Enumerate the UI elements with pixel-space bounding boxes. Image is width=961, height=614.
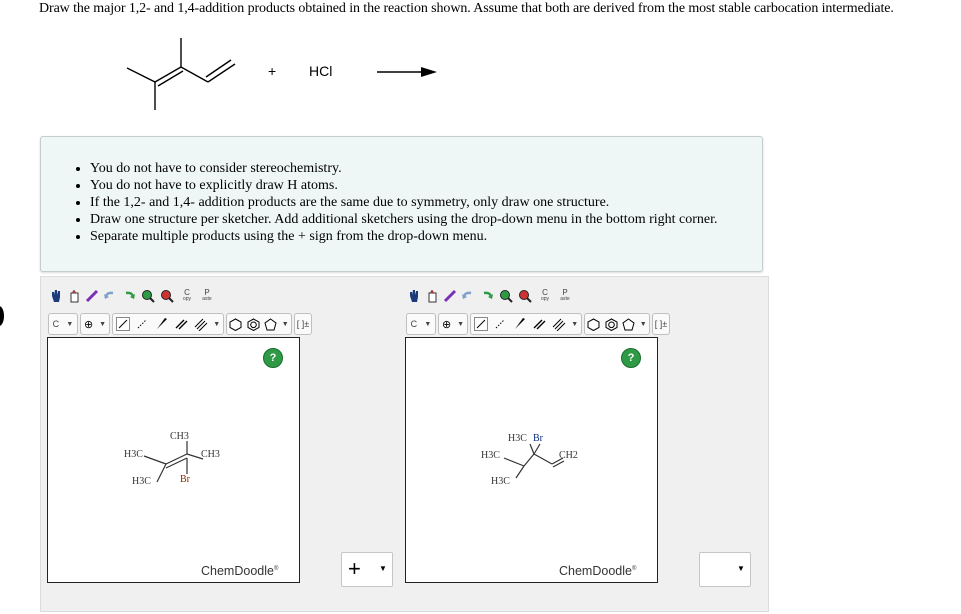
copy-button[interactable]	[536, 285, 554, 307]
atom-label: H3C	[481, 450, 500, 461]
bond-tools[interactable]	[470, 313, 582, 335]
paste-label-bottom: aste	[560, 296, 570, 302]
atom-label: H3C	[508, 433, 527, 444]
chevron-down-icon: ▼	[639, 320, 647, 328]
copy-label-top: C	[542, 288, 548, 297]
add-sketcher-select[interactable]	[699, 552, 751, 587]
copy-button[interactable]	[178, 285, 196, 307]
diene-structure	[127, 38, 235, 110]
chevron-down-icon: ▼	[379, 564, 387, 573]
zoom-in-icon[interactable]	[498, 285, 514, 307]
reagent-hcl: HCl	[309, 63, 333, 79]
eraser-icon[interactable]	[66, 285, 82, 307]
wedge-bond-icon	[155, 317, 169, 331]
atom-label: H3C	[491, 476, 510, 487]
dashed-bond-icon	[135, 317, 149, 331]
select-value: +	[348, 556, 361, 581]
registered-mark: ®	[273, 565, 279, 572]
chevron-down-icon: ▼	[99, 320, 107, 328]
copy-label-bottom: opy	[540, 296, 550, 302]
paste-button[interactable]	[198, 285, 216, 307]
instruction-item: • If the 1,2- and 1,4- addition products are the same due to symmetry, only draw one structure.	[90, 194, 762, 211]
element-label: C	[410, 319, 418, 329]
reaction-plus: +	[268, 63, 277, 79]
benzene-ring-icon	[247, 318, 260, 331]
element-select[interactable]	[406, 313, 436, 335]
sketcher-1-canvas[interactable]	[47, 337, 300, 583]
paste-button[interactable]	[556, 285, 574, 307]
chemdoodle-brand	[559, 564, 636, 578]
lasso-pencil-icon[interactable]	[442, 285, 458, 307]
sketcher-1-toolbar-bottom	[48, 312, 314, 336]
triple-bond-icon	[552, 317, 566, 331]
wedge-bond-icon	[513, 317, 527, 331]
chevron-down-icon: ▼	[424, 320, 432, 328]
pentagon-ring-icon	[264, 318, 277, 331]
hexagon-ring-icon	[229, 318, 242, 331]
instructions-panel	[40, 136, 763, 272]
atom-label-br: Br	[533, 433, 543, 444]
brand-text: ChemDoodle	[201, 564, 274, 578]
instruction-item: • Draw one structure per sketcher. Add additional sketchers using the drop-down menu in the bottom right corner.	[90, 211, 762, 228]
atom-label: H3C	[132, 476, 151, 487]
atom-label: CH3	[170, 431, 189, 442]
copy-label-top: C	[184, 288, 190, 297]
reaction-scheme	[0, 0, 961, 110]
pan-hand-icon[interactable]	[48, 285, 64, 307]
ring-tools[interactable]	[584, 313, 650, 335]
double-bond-icon	[174, 317, 188, 331]
charge-icon: ⊕	[441, 318, 452, 331]
zoom-in-icon[interactable]	[140, 285, 156, 307]
redo-icon[interactable]	[478, 285, 496, 307]
double-bond-icon	[532, 317, 546, 331]
chevron-down-icon: ▼	[213, 320, 221, 328]
copy-label-bottom: opy	[182, 296, 192, 302]
chevron-down-icon: ▼	[737, 564, 745, 573]
brackets-button[interactable]: [ ]±	[294, 313, 312, 335]
single-bond-icon	[116, 317, 130, 331]
chemdoodle-brand	[201, 564, 278, 578]
atom-label: CH2	[559, 450, 578, 461]
brackets-button[interactable]: [ ]±	[652, 313, 670, 335]
instruction-item: • You do not have to explicitly draw H atoms.	[90, 177, 762, 194]
chevron-down-icon: ▼	[281, 320, 289, 328]
triple-bond-icon	[194, 317, 208, 331]
atom-label: H3C	[124, 449, 143, 460]
atom-label: CH3	[201, 449, 220, 460]
dashed-bond-icon	[493, 317, 507, 331]
element-select[interactable]	[48, 313, 78, 335]
question-text: Draw the major 1,2- and 1,4-addition products obtained in the reaction shown. Assume that both are derived from the most stable carbocation intermediate.	[39, 1, 894, 16]
molecule-1	[48, 338, 299, 582]
registered-mark: ®	[631, 565, 637, 572]
sketcher-2-toolbar-bottom	[406, 312, 672, 336]
element-label: C	[52, 319, 60, 329]
sketcher-area	[40, 276, 769, 612]
chevron-down-icon: ▼	[571, 320, 579, 328]
pentagon-ring-icon	[622, 318, 635, 331]
charge-select[interactable]	[80, 313, 110, 335]
brand-text: ChemDoodle	[559, 564, 632, 578]
undo-icon[interactable]	[102, 285, 118, 307]
eraser-icon[interactable]	[424, 285, 440, 307]
sketcher-2-toolbar-top	[406, 284, 576, 308]
pan-hand-icon[interactable]	[406, 285, 422, 307]
atom-label-br: Br	[180, 474, 190, 485]
reaction-arrow	[377, 67, 437, 77]
charge-icon: ⊕	[83, 318, 94, 331]
chevron-down-icon: ▼	[457, 320, 465, 328]
zoom-out-icon[interactable]	[158, 285, 176, 307]
help-button[interactable]: ?	[263, 348, 283, 368]
zoom-out-icon[interactable]	[516, 285, 534, 307]
paste-label-top: P	[562, 288, 568, 297]
ring-tools[interactable]	[226, 313, 292, 335]
paste-label-top: P	[204, 288, 210, 297]
paste-label-bottom: aste	[202, 296, 212, 302]
chevron-down-icon: ▼	[66, 320, 74, 328]
hexagon-ring-icon	[587, 318, 600, 331]
lasso-pencil-icon[interactable]	[84, 285, 100, 307]
molecule-2	[406, 338, 657, 582]
page-edge-marker	[0, 306, 4, 326]
bond-tools[interactable]	[112, 313, 224, 335]
benzene-ring-icon	[605, 318, 618, 331]
instruction-item: • You do not have to consider stereochemistry.	[90, 160, 762, 177]
help-button[interactable]: ?	[621, 348, 641, 368]
sketcher-2-canvas[interactable]	[405, 337, 658, 583]
charge-select[interactable]	[438, 313, 468, 335]
redo-icon[interactable]	[120, 285, 138, 307]
separator-select[interactable]	[341, 552, 393, 587]
undo-icon[interactable]	[460, 285, 476, 307]
sketcher-1-toolbar-top	[48, 284, 218, 308]
single-bond-icon	[474, 317, 488, 331]
instruction-item: • Separate multiple products using the + sign from the drop-down menu.	[90, 228, 762, 245]
